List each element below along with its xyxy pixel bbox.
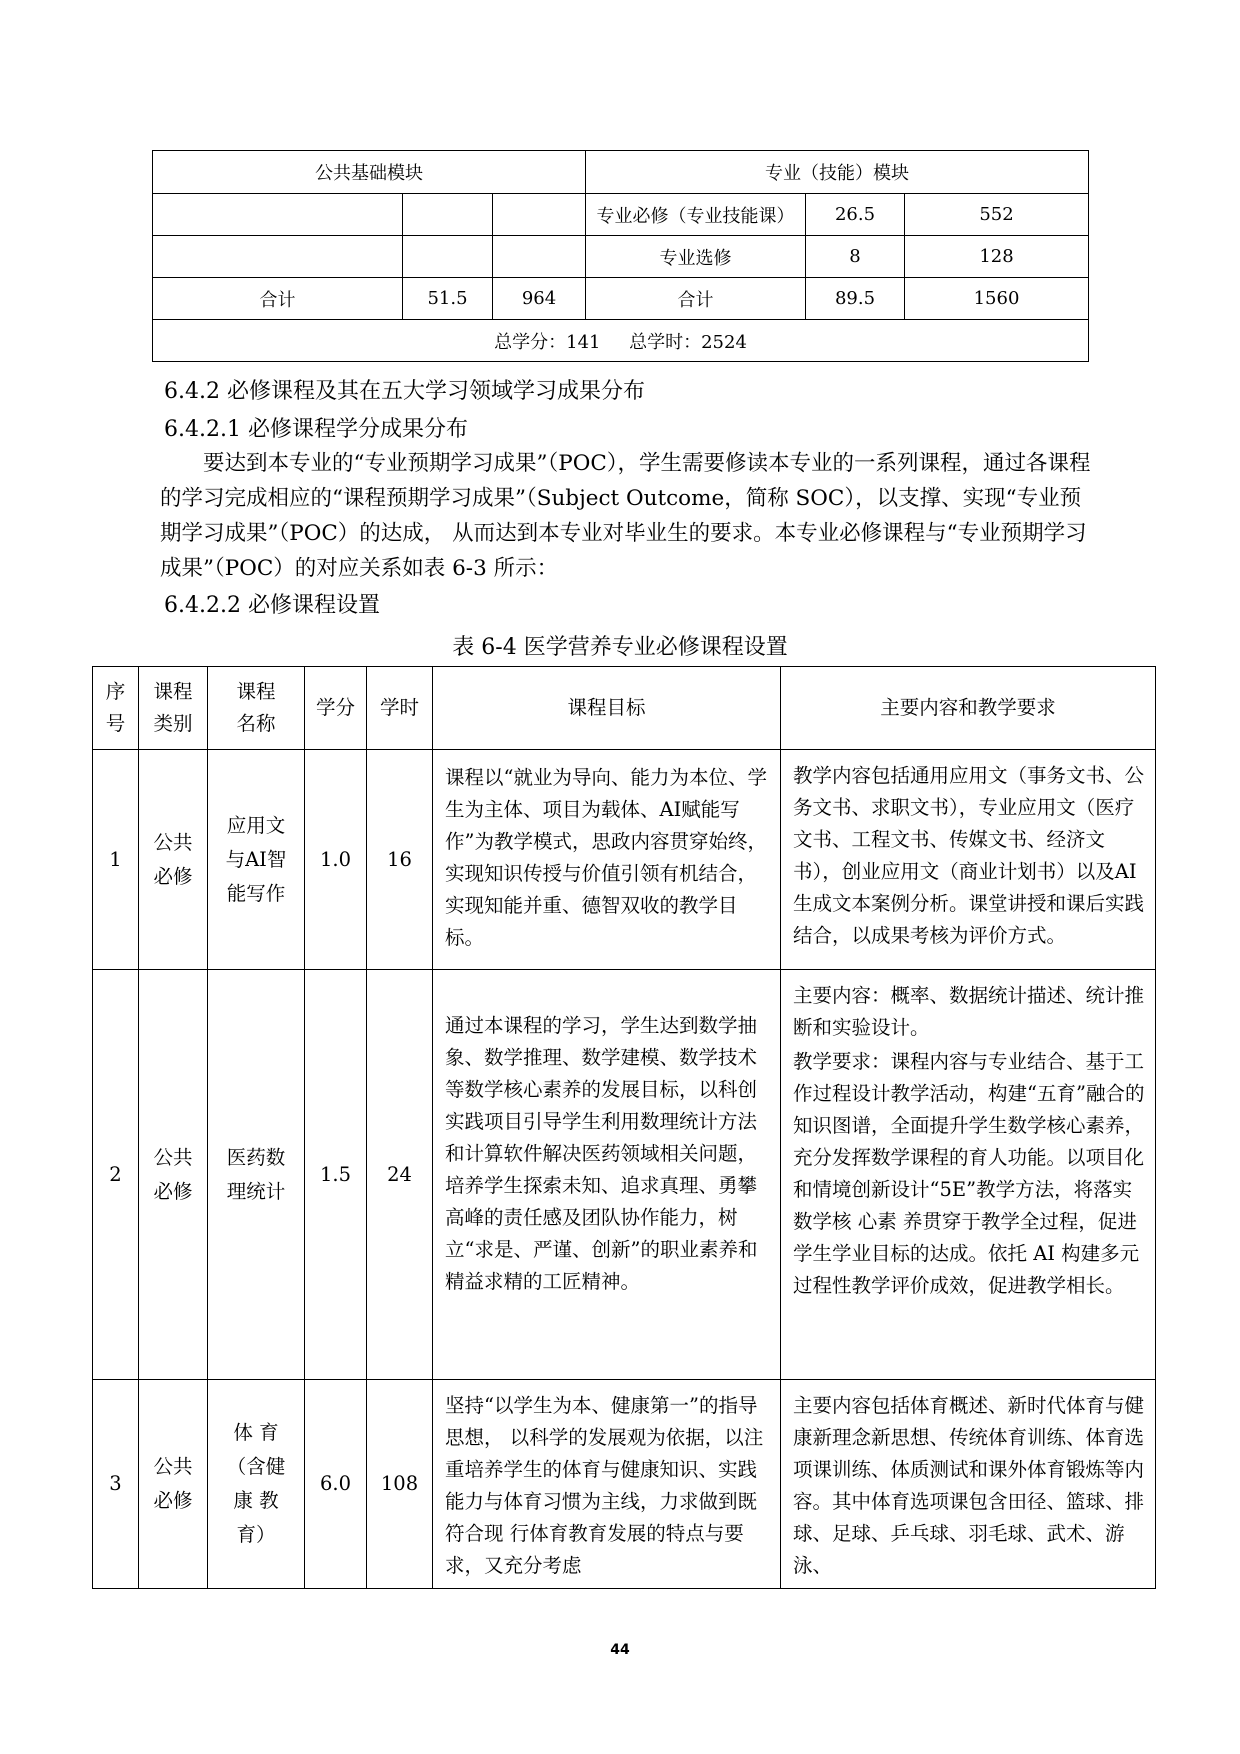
public-module-header: 公共基础模块	[153, 151, 586, 194]
table-cell: 128	[905, 236, 1089, 278]
table-row	[93, 970, 1156, 1380]
body-paragraph: 要达到本专业的“专业预期学习成果”（POC），学生需要修读本专业的一系列课程，通过各课程的学习完成相应的“课程预期学习成果”（Subject Outcome，简称 SOC），以支撑、实现“专业预期学习成果”（POC）的达成， 从而达到本专业对毕业生的要求。本专业必修课程与“专业预期学习成果”（POC）的对应关系如表 6-3 所示：	[160, 451, 1091, 581]
required-courses-table	[92, 666, 1156, 1589]
course-type: 公共必修	[139, 1380, 208, 1589]
course-credit: 1.0	[305, 750, 367, 970]
table-caption: 表 6-4 医学营养专业必修课程设置	[452, 635, 788, 660]
course-name: 体 育（含健康 教育）	[208, 1380, 305, 1589]
subsection-heading: 6.4.2.1 必修课程学分成果分布	[164, 417, 468, 442]
table-cell: 552	[905, 194, 1089, 236]
credit-summary-table	[152, 150, 1089, 362]
course-goal: 通过本课程的学习，学生达到数学抽象、数学推理、数学建模、数学技术等数学核心素养的发展目标，以科创实践项目引导学生利用数理统计方法和计算软件解决医药领域相关问题， 培养学生探索未知、追求真理、勇攀高峰的责任感及团队协作能力，树立“求是、严谨、创新”的职业素养和精益求精的工匠精神。	[433, 970, 781, 1380]
course-goal: 坚持“以学生为本、健康第一”的指导思想， 以科学的发展观为依据，以注重培养学生的体育与健康知识、实践能力与体育习惯为主线，力求做到既符合现 行体育教育发展的特点与要求，又充分考虑	[433, 1380, 781, 1589]
table-cell	[153, 236, 403, 278]
table-cell	[493, 194, 586, 236]
col-header-goal: 课程目标	[433, 667, 781, 750]
course-no: 2	[93, 970, 139, 1380]
course-content: 教学内容包括通用应用文（事务文书、公务文书、求职文书），专业应用文（医疗文书、工程文书、传媒文书、经济文书），创业应用文（商业计划书）以及AI生成文本案例分析。课堂讲授和课后实践结合，以成果考核为评价方式。	[781, 750, 1156, 970]
table-cell	[403, 236, 493, 278]
total-credits-hours: 总学分：141 总学时：2524	[153, 320, 1089, 362]
table-row	[153, 236, 1089, 278]
table-cell: 964	[493, 278, 586, 320]
course-hours: 108	[367, 1380, 433, 1589]
course-name: 应用文与AI智能写作	[208, 750, 305, 970]
page-number: 44	[610, 1642, 630, 1658]
col-header-type: 课程类别	[139, 667, 208, 750]
table-cell	[403, 194, 493, 236]
table-row	[153, 278, 1089, 320]
table-row	[93, 1380, 1156, 1589]
course-hours: 16	[367, 750, 433, 970]
table-cell: 26.5	[806, 194, 905, 236]
table-header-row	[93, 667, 1156, 750]
course-type: 公共必修	[139, 970, 208, 1380]
table-cell: 合计	[153, 278, 403, 320]
table-row	[93, 750, 1156, 970]
col-header-credit: 学分	[305, 667, 367, 750]
course-content-main: 主要内容：概率、数据统计描述、统计推断和实验设计。	[793, 984, 1145, 1039]
section-heading: 6.4.2 必修课程及其在五大学习领域学习成果分布	[164, 379, 645, 404]
course-credit: 1.5	[305, 970, 367, 1380]
professional-module-header: 专业（技能）模块	[586, 151, 1089, 194]
col-header-hours: 学时	[367, 667, 433, 750]
course-content-requirements: 教学要求：课程内容与专业结合、基于工作过程设计教学活动，构建“五育”融合的知识图谱，全面提升学生数学核心素养，充分发挥数学课程的育人功能。以项目化和情境创新设计“5E”教学方法，将落实数学核 心素 养贯穿于教学全过程，促进学生学业目标的达成。依托 AI 构建多元过程性教学评价成效，促进教学相长。	[793, 1050, 1145, 1297]
col-header-content: 主要内容和教学要求	[781, 667, 1156, 750]
table-row	[153, 194, 1089, 236]
table-cell: 专业必修（专业技能课）	[586, 194, 806, 236]
course-type: 公共必修	[139, 750, 208, 970]
col-header-no: 序号	[93, 667, 139, 750]
course-content: 主要内容包括体育概述、新时代体育与健康新理念新思想、传统体育训练、体育选项课训练、体质测试和课外体育锻炼等内容。其中体育选项课包含田径、篮球、排球、足球、乒乓球、羽毛球、武术、游泳、	[781, 1380, 1156, 1589]
table-cell: 专业选修	[586, 236, 806, 278]
table-cell: 8	[806, 236, 905, 278]
course-no: 1	[93, 750, 139, 970]
table-cell: 合计	[586, 278, 806, 320]
course-content	[781, 970, 1156, 1380]
subsection-heading: 6.4.2.2 必修课程设置	[164, 593, 380, 618]
table-cell: 51.5	[403, 278, 493, 320]
table-cell	[493, 236, 586, 278]
table-cell	[153, 194, 403, 236]
course-name: 医药数理统计	[208, 970, 305, 1380]
table-cell: 1560	[905, 278, 1089, 320]
col-header-name: 课程名称	[208, 667, 305, 750]
course-credit: 6.0	[305, 1380, 367, 1589]
course-no: 3	[93, 1380, 139, 1589]
course-hours: 24	[367, 970, 433, 1380]
table-cell: 89.5	[806, 278, 905, 320]
course-goal: 课程以“就业为导向、能力为本位、学生为主体、项目为载体、AI赋能写作”为教学模式，思政内容贯穿始终，实现知识传授与价值引领有机结合，实现知能并重、德智双收的教学目标。	[433, 750, 781, 970]
